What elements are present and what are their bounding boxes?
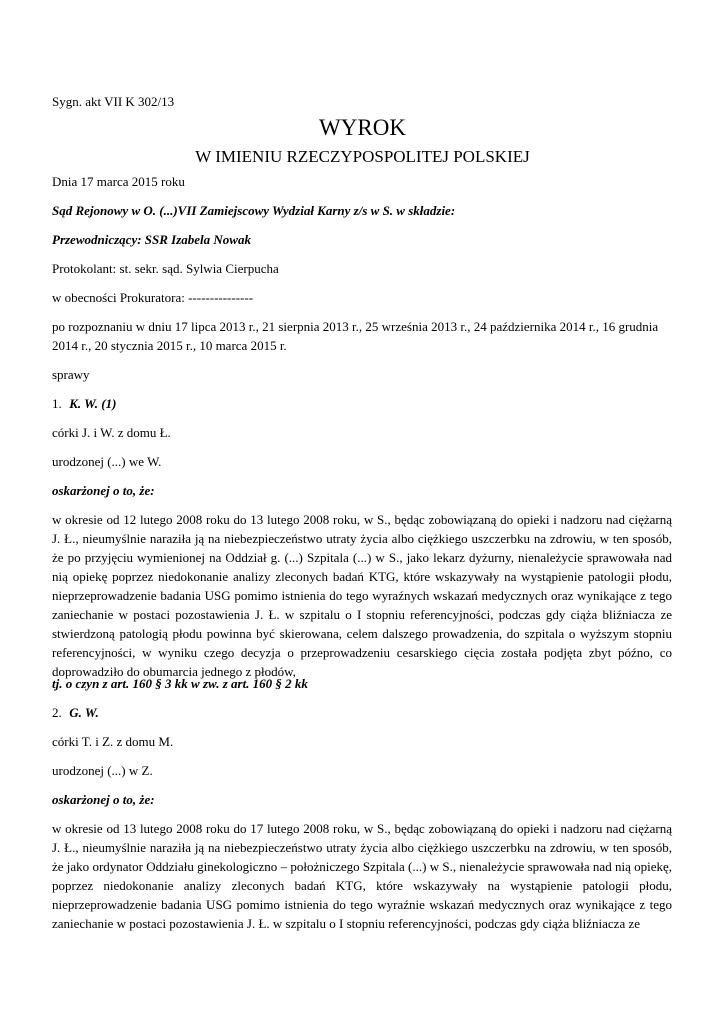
defendant-number: 2. <box>52 705 62 720</box>
judgment-title: WYROK <box>319 115 406 140</box>
charge-text: w okresie od 13 lutego 2008 roku do 17 lutego 2008 roku, w S., będąc zobowiązaną do opieki i nadzoru nad ciężarną J. Ł., nieumyślnie naraziła ją na niebezpieczeństwo utraty życia albo ciężkiego uszczerbku na zdrowiu, w ten sposób, że jako ordynator Oddziału ginekologiczno – położniczego Szpitala (...) w S., nienależycie sprawowała nad nią opiekę, poprzez niedokonanie analizy zleconych badań KTG, które wskazywały na wystąpienie patologii płodu, nieprzeprowadzenie badania USG pomimo istnienia do tego wyraźnie wskazań medycznych oraz wynikające z tego zaniechanie w postaci pozostawienia J. Ł. w szpitalu o I stopniu referencyjności, podczas gdy ciąża bliźniacza ze <box>52 821 672 931</box>
defendant-number: 1. <box>52 396 62 411</box>
defendant-birth: urodzonej (...) w Z. <box>52 763 153 778</box>
hearing-dates: po rozpoznaniu w dniu 17 lipca 2013 r., 21 sierpnia 2013 r., 25 września 2013 r., 24 października 2014 r., 16 grudnia 2014 r., 20 stycznia 2015 r., 10 marca 2015 r. <box>52 319 659 353</box>
defendant-heading <box>52 394 672 413</box>
case-number: Sygn. akt VII K 302/13 <box>52 94 175 109</box>
case-word: sprawy <box>52 367 90 382</box>
defendant-name: G. W. <box>69 705 99 720</box>
defendant-birth: urodzonej (...) we W. <box>52 454 162 469</box>
charge-heading: oskarżonej o to, że: <box>52 483 155 498</box>
defendant-parents: córki J. i W. z domu Ł. <box>52 425 171 440</box>
defendant-parents: córki T. i Z. z domu M. <box>52 734 174 749</box>
charge-text: w okresie od 12 lutego 2008 roku do 13 lutego 2008 roku, w S., będąc zobowiązaną do opieki i nadzoru nad ciężarną J. Ł., nieumyślnie naraziła ją na niebezpieczeństwo utraty życia albo ciężkiego uszczerbku na zdrowiu, w ten sposób, że po przyjęciu wymienionej na Oddział g. (...) Szpitala (...) w S., jako lekarz dyżurny, nienależycie sprawowała nad nią opiekę poprzez niedokonanie analizy zleconych badań KTG, które wskazywały na wystąpienie patologii płodu, nieprzeprowadzenie badania USG pomimo istnienia do tego wyraźnych wskazań medycznych oraz wynikające z tego zaniechanie w postaci pozostawienia J. Ł. w szpitalu o I stopniu referencyjności, podczas gdy ciąża bliźniacza ze stwierdzoną patologią płodu powinna być skierowana, celem dalszego prowadzenia, do szpitala o wyższym stopniu referencyjności, w wyniku czego decyzja o przeprowadzeniu cesarskiego cięcia została podjęta zbyt późno, co doprowadziło do obumarcia jednego z płodów, <box>52 512 672 679</box>
court-clerk: Protokolant: st. sekr. sąd. Sylwia Cierpucha <box>52 261 279 276</box>
judgment-subtitle: W IMIENIU RZECZYPOSPOLITEJ POLSKIEJ <box>195 147 530 166</box>
charge-heading: oskarżonej o to, że: <box>52 792 155 807</box>
prosecutor-line: w obecności Prokuratora: --------------- <box>52 290 254 305</box>
date-line: Dnia 17 marca 2015 roku <box>52 174 185 189</box>
court-line: Sąd Rejonowy w O. (...)VII Zamiejscowy Wydział Karny z/s w S. w składzie: <box>52 203 456 218</box>
presiding-judge: Przewodniczący: SSR Izabela Nowak <box>52 232 251 247</box>
legal-qualification: tj. o czyn z art. 160 § 3 kk w zw. z art. 160 § 2 kk <box>52 676 308 691</box>
defendant-heading <box>52 703 672 722</box>
defendant-name: K. W. (1) <box>69 396 117 411</box>
